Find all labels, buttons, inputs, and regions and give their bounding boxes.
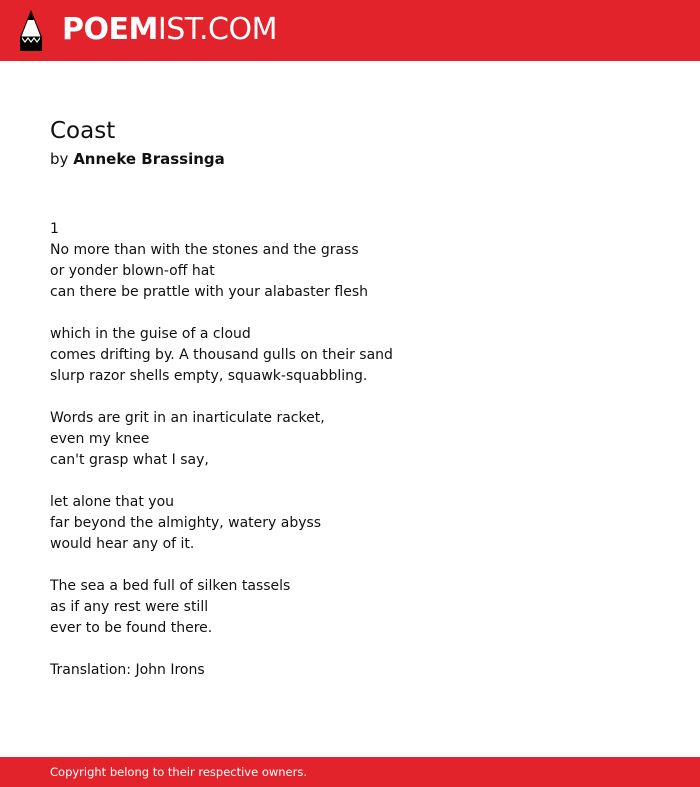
pencil-logo-icon[interactable]	[18, 10, 44, 51]
byline	[50, 148, 225, 170]
site-logo[interactable]	[62, 12, 277, 48]
logo-bold-text: POEM	[62, 12, 158, 47]
poem-line: No more than with the stones and the grass	[50, 242, 359, 258]
poem-line: can there be prattle with your alabaster flesh	[50, 284, 368, 300]
poem-line: ever to be found there.	[50, 620, 213, 636]
poem-line: slurp razor shells empty, squawk-squabbling.	[50, 368, 368, 384]
by-label: by	[50, 150, 69, 168]
poem-line: The sea a bed full of silken tassels	[50, 578, 291, 594]
poem-line: would hear any of it.	[50, 536, 195, 552]
stanza	[50, 324, 610, 387]
stanza	[50, 408, 610, 471]
author-name: Anneke Brassinga	[73, 150, 225, 168]
poem-line: let alone that you	[50, 494, 175, 510]
poem-body	[50, 219, 610, 681]
logo-light-text: IST.COM	[157, 12, 277, 47]
site-header	[0, 0, 700, 61]
poem-line: or yonder blown-off hat	[50, 263, 215, 279]
poem-line: can't grasp what I say,	[50, 452, 209, 468]
poem-line: comes drifting by. A thousand gulls on their sand	[50, 347, 393, 363]
poem-line: far beyond the almighty, watery abyss	[50, 515, 322, 531]
poem-line: which in the guise of a cloud	[50, 326, 251, 342]
poem-title: Coast	[50, 118, 116, 144]
poem-line: as if any rest were still	[50, 599, 209, 615]
stanza	[50, 492, 610, 555]
stanza	[50, 576, 610, 639]
copyright-text: Copyright belong to their respective owners.	[50, 765, 308, 779]
stanza	[50, 219, 610, 303]
poem-line: Words are grit in an inarticulate racket,	[50, 410, 325, 426]
site-footer	[0, 757, 700, 787]
translation-credit: Translation: John Irons	[50, 662, 205, 678]
poem-line: even my knee	[50, 431, 150, 447]
poem-line: 1	[50, 221, 59, 237]
